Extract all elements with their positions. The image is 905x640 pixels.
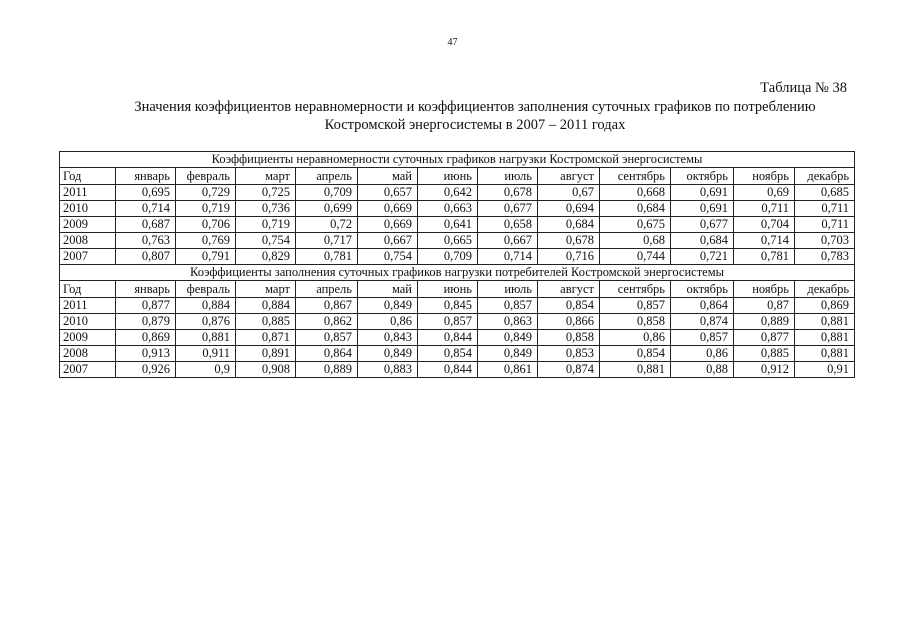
value-cell: 0,867 <box>296 298 358 314</box>
column-header-month: август <box>538 281 600 298</box>
table-row <box>60 201 855 217</box>
value-cell: 0,719 <box>236 217 296 233</box>
value-cell: 0,862 <box>296 314 358 330</box>
value-cell: 0,657 <box>358 185 418 201</box>
value-cell: 0,9 <box>176 362 236 378</box>
column-header-row <box>60 168 855 185</box>
value-cell: 0,684 <box>671 233 734 249</box>
column-header-month: июнь <box>418 168 478 185</box>
value-cell: 0,763 <box>116 233 176 249</box>
value-cell: 0,711 <box>795 217 855 233</box>
value-cell: 0,844 <box>418 330 478 346</box>
value-cell: 0,711 <box>734 201 795 217</box>
value-cell: 0,866 <box>538 314 600 330</box>
table-caption <box>95 98 855 134</box>
column-header-row <box>60 281 855 298</box>
value-cell: 0,877 <box>116 298 176 314</box>
value-cell: 0,912 <box>734 362 795 378</box>
value-cell: 0,641 <box>418 217 478 233</box>
value-cell: 0,677 <box>478 201 538 217</box>
value-cell: 0,874 <box>671 314 734 330</box>
value-cell: 0,864 <box>296 346 358 362</box>
value-cell: 0,854 <box>538 298 600 314</box>
year-cell: 2010 <box>60 314 116 330</box>
caption-line-1: Значения коэффициентов неравномерности и коэффициентов заполнения суточных графиков по потреблению <box>134 99 816 115</box>
page-number: 47 <box>447 37 458 48</box>
value-cell: 0,678 <box>538 233 600 249</box>
value-cell: 0,86 <box>358 314 418 330</box>
value-cell: 0,843 <box>358 330 418 346</box>
value-cell: 0,854 <box>418 346 478 362</box>
value-cell: 0,791 <box>176 249 236 265</box>
value-cell: 0,695 <box>116 185 176 201</box>
section-title-row <box>60 265 855 281</box>
value-cell: 0,675 <box>600 217 671 233</box>
value-cell: 0,714 <box>478 249 538 265</box>
value-cell: 0,849 <box>358 298 418 314</box>
year-cell: 2011 <box>60 298 116 314</box>
value-cell: 0,667 <box>358 233 418 249</box>
value-cell: 0,677 <box>671 217 734 233</box>
column-header-month: апрель <box>296 281 358 298</box>
value-cell: 0,884 <box>176 298 236 314</box>
column-header-month: май <box>358 281 418 298</box>
value-cell: 0,703 <box>795 233 855 249</box>
value-cell: 0,829 <box>236 249 296 265</box>
value-cell: 0,858 <box>538 330 600 346</box>
value-cell: 0,879 <box>116 314 176 330</box>
value-cell: 0,719 <box>176 201 236 217</box>
table-row <box>60 249 855 265</box>
value-cell: 0,711 <box>795 201 855 217</box>
value-cell: 0,709 <box>296 185 358 201</box>
value-cell: 0,72 <box>296 217 358 233</box>
table-row <box>60 346 855 362</box>
caption-line-2: Костромской энергосистемы в 2007 – 2011 годах <box>324 117 626 133</box>
value-cell: 0,706 <box>176 217 236 233</box>
coefficients-table <box>59 151 855 378</box>
value-cell: 0,699 <box>296 201 358 217</box>
value-cell: 0,717 <box>296 233 358 249</box>
value-cell: 0,861 <box>478 362 538 378</box>
value-cell: 0,845 <box>418 298 478 314</box>
column-header-month: ноябрь <box>734 168 795 185</box>
column-header-month: июль <box>478 281 538 298</box>
value-cell: 0,913 <box>116 346 176 362</box>
value-cell: 0,684 <box>538 217 600 233</box>
value-cell: 0,685 <box>795 185 855 201</box>
value-cell: 0,86 <box>671 346 734 362</box>
column-header-month: август <box>538 168 600 185</box>
column-header-month: июнь <box>418 281 478 298</box>
year-cell: 2008 <box>60 346 116 362</box>
value-cell: 0,87 <box>734 298 795 314</box>
value-cell: 0,744 <box>600 249 671 265</box>
value-cell: 0,853 <box>538 346 600 362</box>
column-header-month: декабрь <box>795 168 855 185</box>
table-row <box>60 217 855 233</box>
value-cell: 0,881 <box>795 330 855 346</box>
column-header-month: март <box>236 281 296 298</box>
table-row <box>60 330 855 346</box>
section-title: Коэффициенты неравномерности суточных графиков нагрузки Костромской энергосистемы <box>60 152 855 168</box>
value-cell: 0,725 <box>236 185 296 201</box>
value-cell: 0,709 <box>418 249 478 265</box>
table-body <box>60 152 855 378</box>
value-cell: 0,869 <box>116 330 176 346</box>
column-header-month: сентябрь <box>600 168 671 185</box>
table-label: Таблица № 38 <box>760 80 847 96</box>
year-cell: 2008 <box>60 233 116 249</box>
value-cell: 0,781 <box>296 249 358 265</box>
table-row <box>60 185 855 201</box>
value-cell: 0,684 <box>600 201 671 217</box>
value-cell: 0,783 <box>795 249 855 265</box>
column-header-month: март <box>236 168 296 185</box>
value-cell: 0,781 <box>734 249 795 265</box>
column-header-month: октябрь <box>671 168 734 185</box>
value-cell: 0,68 <box>600 233 671 249</box>
value-cell: 0,871 <box>236 330 296 346</box>
value-cell: 0,877 <box>734 330 795 346</box>
year-cell: 2007 <box>60 249 116 265</box>
value-cell: 0,769 <box>176 233 236 249</box>
value-cell: 0,849 <box>358 346 418 362</box>
value-cell: 0,678 <box>478 185 538 201</box>
section-title: Коэффициенты заполнения суточных графиков нагрузки потребителей Костромской энергосистемы <box>60 265 855 281</box>
value-cell: 0,669 <box>358 217 418 233</box>
value-cell: 0,889 <box>734 314 795 330</box>
value-cell: 0,714 <box>734 233 795 249</box>
value-cell: 0,86 <box>600 330 671 346</box>
column-header-month: февраль <box>176 168 236 185</box>
column-header-month: январь <box>116 281 176 298</box>
value-cell: 0,869 <box>795 298 855 314</box>
value-cell: 0,716 <box>538 249 600 265</box>
value-cell: 0,881 <box>795 346 855 362</box>
value-cell: 0,884 <box>236 298 296 314</box>
value-cell: 0,874 <box>538 362 600 378</box>
column-header-month: июль <box>478 168 538 185</box>
value-cell: 0,665 <box>418 233 478 249</box>
value-cell: 0,889 <box>296 362 358 378</box>
column-header-month: январь <box>116 168 176 185</box>
value-cell: 0,69 <box>734 185 795 201</box>
value-cell: 0,908 <box>236 362 296 378</box>
table-row <box>60 314 855 330</box>
value-cell: 0,849 <box>478 346 538 362</box>
value-cell: 0,849 <box>478 330 538 346</box>
value-cell: 0,911 <box>176 346 236 362</box>
value-cell: 0,857 <box>600 298 671 314</box>
value-cell: 0,858 <box>600 314 671 330</box>
value-cell: 0,691 <box>671 201 734 217</box>
value-cell: 0,642 <box>418 185 478 201</box>
value-cell: 0,857 <box>671 330 734 346</box>
value-cell: 0,926 <box>116 362 176 378</box>
value-cell: 0,736 <box>236 201 296 217</box>
column-header-month: сентябрь <box>600 281 671 298</box>
value-cell: 0,844 <box>418 362 478 378</box>
column-header-month: май <box>358 168 418 185</box>
value-cell: 0,864 <box>671 298 734 314</box>
value-cell: 0,691 <box>671 185 734 201</box>
column-header-month: октябрь <box>671 281 734 298</box>
value-cell: 0,754 <box>358 249 418 265</box>
value-cell: 0,694 <box>538 201 600 217</box>
value-cell: 0,668 <box>600 185 671 201</box>
value-cell: 0,857 <box>478 298 538 314</box>
value-cell: 0,857 <box>296 330 358 346</box>
value-cell: 0,663 <box>418 201 478 217</box>
value-cell: 0,885 <box>236 314 296 330</box>
table-row <box>60 298 855 314</box>
column-header-year: Год <box>60 168 116 185</box>
value-cell: 0,857 <box>418 314 478 330</box>
value-cell: 0,881 <box>176 330 236 346</box>
value-cell: 0,885 <box>734 346 795 362</box>
value-cell: 0,669 <box>358 201 418 217</box>
section-title-row <box>60 152 855 168</box>
value-cell: 0,876 <box>176 314 236 330</box>
value-cell: 0,881 <box>795 314 855 330</box>
value-cell: 0,67 <box>538 185 600 201</box>
table-row <box>60 362 855 378</box>
value-cell: 0,881 <box>600 362 671 378</box>
year-cell: 2009 <box>60 330 116 346</box>
value-cell: 0,807 <box>116 249 176 265</box>
value-cell: 0,891 <box>236 346 296 362</box>
column-header-month: декабрь <box>795 281 855 298</box>
year-cell: 2007 <box>60 362 116 378</box>
column-header-year: Год <box>60 281 116 298</box>
value-cell: 0,729 <box>176 185 236 201</box>
year-cell: 2010 <box>60 201 116 217</box>
value-cell: 0,91 <box>795 362 855 378</box>
value-cell: 0,704 <box>734 217 795 233</box>
value-cell: 0,667 <box>478 233 538 249</box>
value-cell: 0,754 <box>236 233 296 249</box>
column-header-month: апрель <box>296 168 358 185</box>
table-row <box>60 233 855 249</box>
column-header-month: ноябрь <box>734 281 795 298</box>
value-cell: 0,721 <box>671 249 734 265</box>
year-cell: 2011 <box>60 185 116 201</box>
value-cell: 0,854 <box>600 346 671 362</box>
value-cell: 0,88 <box>671 362 734 378</box>
value-cell: 0,863 <box>478 314 538 330</box>
value-cell: 0,658 <box>478 217 538 233</box>
value-cell: 0,714 <box>116 201 176 217</box>
value-cell: 0,883 <box>358 362 418 378</box>
year-cell: 2009 <box>60 217 116 233</box>
value-cell: 0,687 <box>116 217 176 233</box>
column-header-month: февраль <box>176 281 236 298</box>
